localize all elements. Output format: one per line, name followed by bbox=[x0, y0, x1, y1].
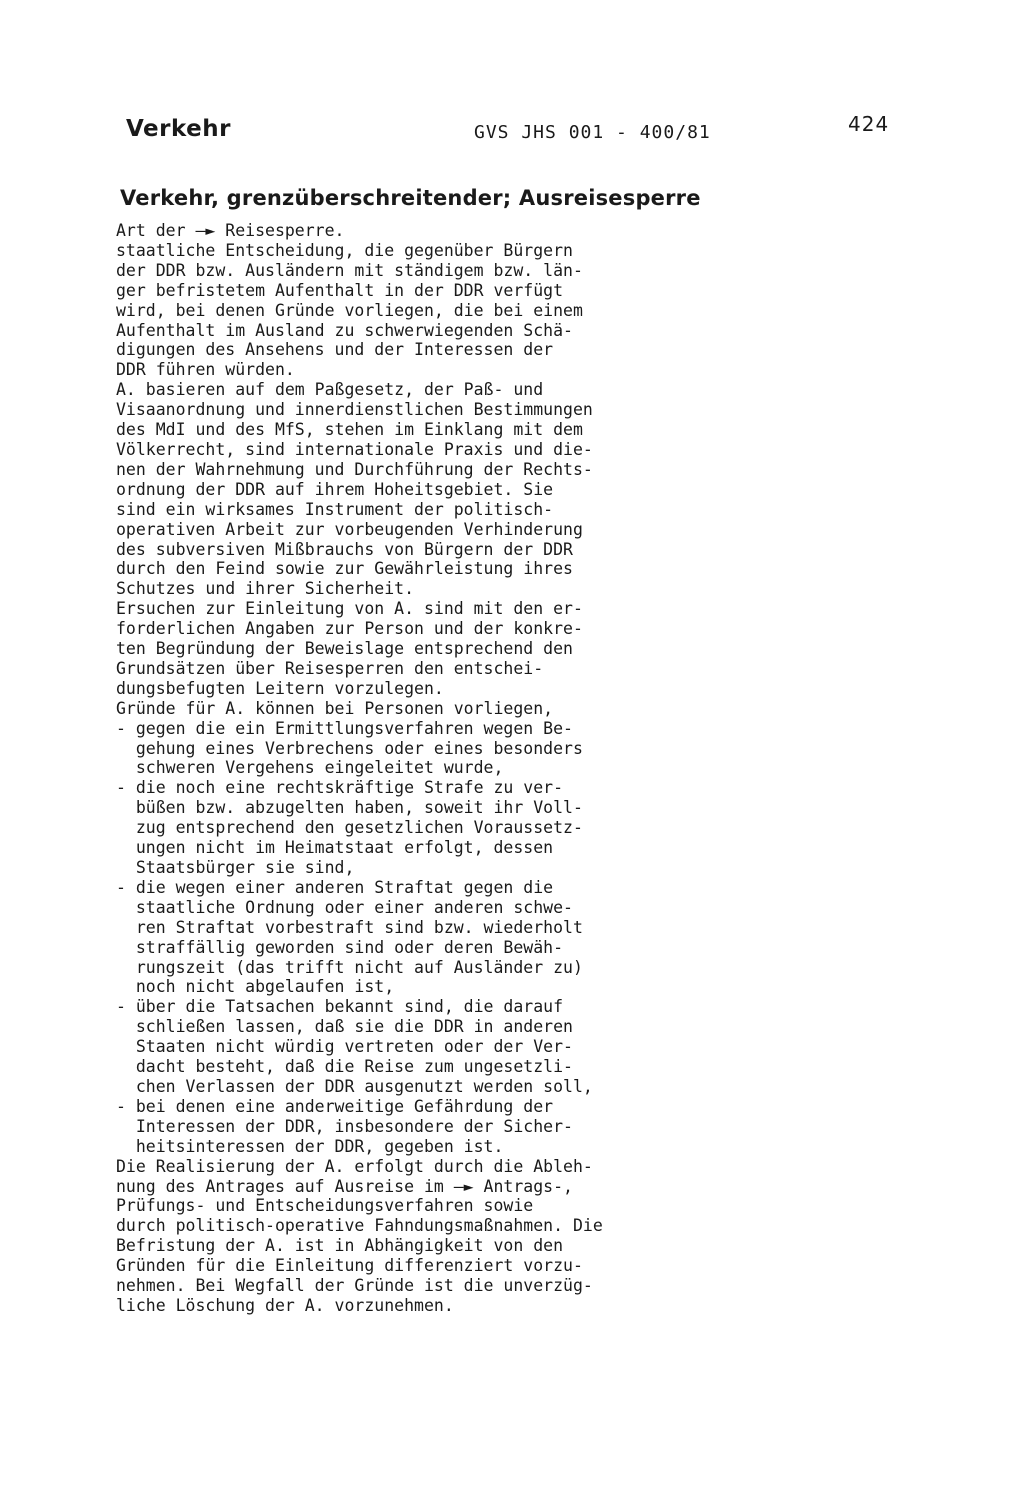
body-line: schließen lassen, daß sie die DDR in anderen bbox=[116, 1017, 573, 1037]
body-line: liche Löschung der A. vorzunehmen. bbox=[116, 1295, 454, 1315]
body-line: straffällig geworden sind oder deren Bewäh- bbox=[116, 937, 564, 957]
body-line: nen der Wahrnehmung und Durchführung der Rechts- bbox=[116, 459, 593, 479]
body-line: dungsbefugten Leitern vorzulegen. bbox=[116, 678, 444, 698]
body-line: rungszeit (das trifft nicht auf Ausländer zu) bbox=[116, 957, 583, 977]
body-line: operativen Arbeit zur vorbeugenden Verhinderung bbox=[116, 519, 583, 539]
body-line: - über die Tatsachen bekannt sind, die darauf bbox=[116, 997, 564, 1017]
body-line: zug entsprechend den gesetzlichen Voraussetz- bbox=[116, 818, 583, 838]
body-line: sind ein wirksames Instrument der politisch- bbox=[116, 499, 554, 519]
section-heading: Verkehr bbox=[126, 116, 231, 142]
body-line: büßen bzw. abzugelten haben, soweit ihr Voll- bbox=[116, 798, 583, 818]
body-line: - bei denen eine anderweitige Gefährdung der bbox=[116, 1096, 554, 1116]
body-line: des subversiven Mißbrauchs von Bürgern der DDR bbox=[116, 539, 573, 559]
body-line: DDR führen würden. bbox=[116, 360, 295, 380]
body-line: Die Realisierung der A. erfolgt durch die Ableh- bbox=[116, 1156, 593, 1176]
body-line: Gründen für die Einleitung differenziert vorzu- bbox=[116, 1256, 583, 1276]
body-line: digungen des Ansehens und der Interessen der bbox=[116, 340, 554, 360]
body-line: Grundsätzen über Reisesperren den entschei- bbox=[116, 658, 544, 678]
body-line: A. basieren auf dem Paßgesetz, der Paß- und bbox=[116, 380, 544, 400]
body-line: schweren Vergehens eingeleitet wurde, bbox=[116, 758, 504, 778]
body-line: noch nicht abgelaufen ist, bbox=[116, 977, 395, 997]
body-line: ungen nicht im Heimatstaat erfolgt, dessen bbox=[116, 838, 554, 858]
body-line: - die wegen einer anderen Straftat gegen die bbox=[116, 877, 554, 897]
body-line: ger befristetem Aufenthalt in der DDR verfügt bbox=[116, 280, 564, 300]
body-line: - die noch eine rechtskräftige Strafe zu ver- bbox=[116, 778, 564, 798]
body-line: durch den Feind sowie zur Gewährleistung ihres bbox=[116, 559, 573, 579]
body-line: ren Straftat vorbestraft sind bzw. wiederholt bbox=[116, 917, 583, 937]
body-line: gehung eines Verbrechens oder eines besonders bbox=[116, 738, 583, 758]
body-line: Schutzes und ihrer Sicherheit. bbox=[116, 579, 415, 599]
body-line: nung des Antrages auf Ausreise im —► Antrags-, bbox=[116, 1176, 573, 1196]
body-line: forderlichen Angaben zur Person und der konkre- bbox=[116, 619, 583, 639]
body-line: Gründe für A. können bei Personen vorliegen, bbox=[116, 698, 554, 718]
body-line: ten Begründung der Beweislage entsprechend den bbox=[116, 639, 573, 659]
body-line: Prüfungs- und Entscheidungsverfahren sowie bbox=[116, 1196, 534, 1216]
body-line: Staatsbürger sie sind, bbox=[116, 858, 355, 877]
body-line: des MdI und des MfS, stehen im Einklang mit dem bbox=[116, 420, 583, 440]
page-number: 424 bbox=[848, 112, 890, 136]
body-line: Aufenthalt im Ausland zu schwerwiegenden Schä- bbox=[116, 320, 573, 340]
body-line: wird, bei denen Gründe vorliegen, die bei einem bbox=[116, 300, 583, 320]
body-line: ordnung der DDR auf ihrem Hoheitsgebiet. Sie bbox=[116, 479, 554, 499]
body-line: Visaanordnung und innerdienstlichen Bestimmungen bbox=[116, 400, 593, 420]
body-line: Völkerrecht, sind internationale Praxis und die- bbox=[116, 439, 593, 459]
body-line: staatliche Entscheidung, die gegenüber Bürgern bbox=[116, 240, 573, 260]
body-line: nehmen. Bei Wegfall der Gründe ist die unverzüg- bbox=[116, 1276, 593, 1296]
body-line: chen Verlassen der DDR ausgenutzt werden soll, bbox=[116, 1076, 593, 1096]
body-line: Staaten nicht würdig vertreten oder der Ver- bbox=[116, 1037, 573, 1057]
body-line: Art der —► Reisesperre. bbox=[116, 221, 345, 240]
body-line: durch politisch-operative Fahndungsmaßnahmen. Die bbox=[116, 1216, 603, 1236]
entry-body bbox=[116, 221, 736, 1316]
body-line: heitsinteressen der DDR, gegeben ist. bbox=[116, 1136, 504, 1156]
body-line: Ersuchen zur Einleitung von A. sind mit den er- bbox=[116, 599, 583, 619]
body-line: der DDR bzw. Ausländern mit ständigem bzw. län- bbox=[116, 260, 583, 280]
entry-title: Verkehr, grenzüberschreitender; Ausreisesperre bbox=[120, 186, 701, 210]
body-line: Befristung der A. ist in Abhängigkeit von den bbox=[116, 1236, 564, 1256]
body-line: staatliche Ordnung oder einer anderen schwe- bbox=[116, 897, 573, 917]
body-line: dacht besteht, daß die Reise zum ungesetzli- bbox=[116, 1057, 573, 1077]
body-line: Interessen der DDR, insbesondere der Sicher- bbox=[116, 1116, 573, 1136]
body-line: - gegen die ein Ermittlungsverfahren wegen Be- bbox=[116, 718, 573, 738]
document-reference: GVS JHS 001 - 400/81 bbox=[474, 122, 711, 143]
